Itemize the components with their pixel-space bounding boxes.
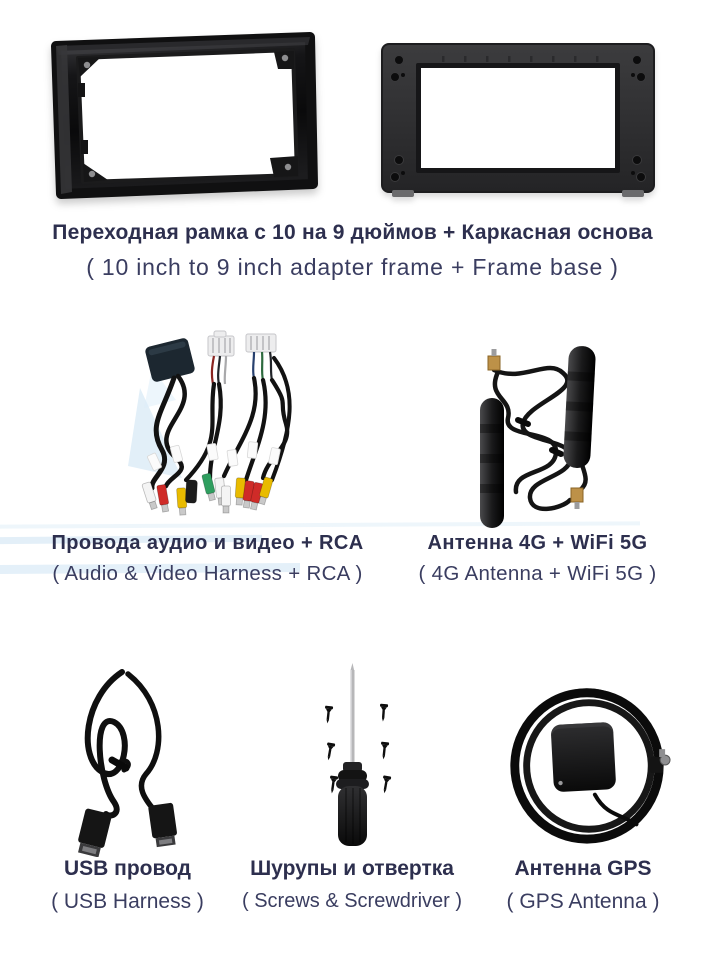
- 4g-antenna-photo: [468, 328, 613, 533]
- 4g-antenna-title-ru: Антенна 4G + WiFi 5G: [427, 532, 648, 554]
- gps-title-en: ( GPS Antenna ): [506, 890, 660, 913]
- 4g-antenna-title-en: ( 4G Antenna + WiFi 5G ): [418, 562, 657, 585]
- gps-antenna-photo: [496, 668, 674, 856]
- frames-title-ru: Переходная рамка с 10 на 9 дюймов + Каркасная основа: [52, 221, 653, 244]
- gps-title-ru: Антенна GPS: [514, 857, 652, 880]
- usb-title-en: ( USB Harness ): [51, 890, 204, 913]
- screws-screwdriver-photo: [296, 660, 411, 855]
- usb-cable-photo: [62, 662, 197, 857]
- av-harness-title-ru: Провода аудио и видео + RCA: [51, 532, 364, 554]
- frame-base-photo: [372, 32, 664, 204]
- av-harness-photo: [122, 328, 317, 528]
- screws-title-ru: Шурупы и отвертка: [250, 857, 454, 880]
- usb-title-ru: USB провод: [63, 857, 192, 880]
- screws-title-en: ( Screws & Screwdriver ): [241, 890, 463, 912]
- av-harness-title-en: ( Audio & Video Harness + RCA ): [52, 562, 363, 585]
- adapter-frame-photo: [42, 28, 330, 210]
- frames-title-en: ( 10 inch to 9 inch adapter frame + Frame base ): [86, 254, 619, 280]
